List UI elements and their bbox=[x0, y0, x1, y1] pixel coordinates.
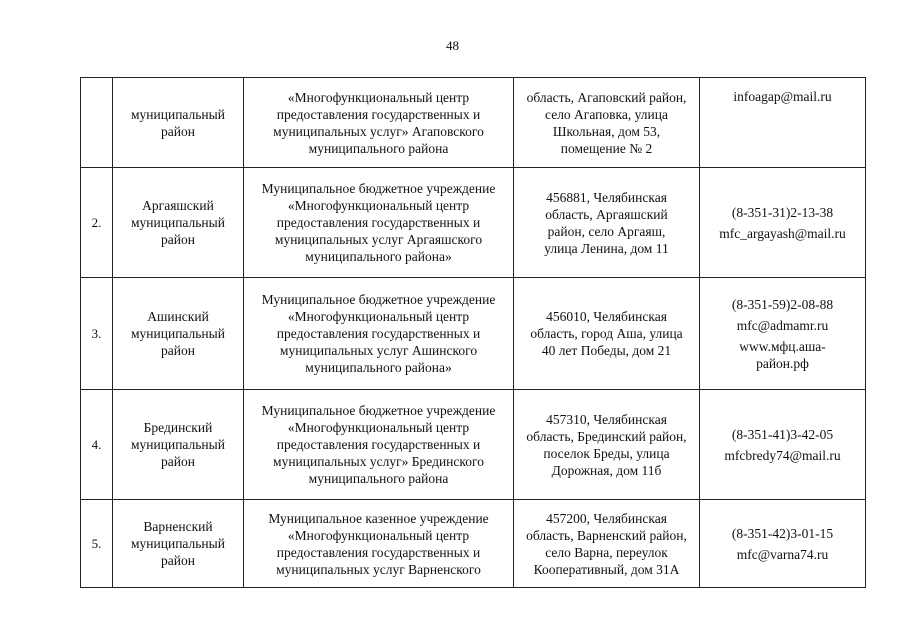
address-cell-line: Кооперативный, дом 31А bbox=[533, 561, 680, 577]
district-cell-line: муниципальный bbox=[131, 106, 225, 122]
contacts-cell-line: mfc_argayash@mail.ru bbox=[719, 225, 846, 241]
address-cell bbox=[514, 78, 700, 168]
contacts-cell-line: (8-351-41)3-42-05 bbox=[731, 426, 834, 442]
institution-cell-line: «Многофункциональный центр bbox=[287, 420, 470, 435]
contacts-cell-line: (8-351-42)3-01-15 bbox=[731, 525, 834, 541]
contacts-cell-line: (8-351-31)2-13-38 bbox=[731, 204, 834, 220]
district-cell-line: район bbox=[161, 553, 195, 568]
district-cell bbox=[113, 500, 244, 588]
address-cell-line: Дорожная, дом 11б bbox=[551, 462, 662, 478]
district-cell-line: район bbox=[161, 123, 195, 139]
contacts-cell-line: mfcbredy74@mail.ru bbox=[724, 447, 841, 463]
institution-cell bbox=[244, 500, 514, 588]
address-cell-line: село Варна, переулок bbox=[545, 544, 668, 560]
district-cell-line: муниципальный bbox=[131, 536, 225, 551]
district-cell-line: муниципальный bbox=[131, 326, 225, 341]
contacts-cell bbox=[700, 168, 866, 278]
table-row bbox=[81, 500, 866, 588]
district-cell bbox=[113, 168, 244, 278]
district-cell-line: муниципальный bbox=[131, 215, 225, 230]
institution-cell-line: «Многофункциональный центр bbox=[287, 198, 470, 213]
contacts-cell-line: infoagap@mail.ru bbox=[733, 89, 832, 104]
row-number bbox=[81, 78, 113, 168]
district-cell-line: Брединский bbox=[143, 420, 213, 435]
contacts-cell bbox=[700, 278, 866, 390]
row-number: 4. bbox=[81, 390, 113, 500]
institution-cell-line: муниципальных услуг Варненского bbox=[276, 561, 481, 577]
address-cell-line: 456881, Челябинская bbox=[546, 189, 667, 205]
address-cell-line: улица Ленина, дом 11 bbox=[544, 240, 669, 256]
institution-cell-line: муниципального района bbox=[308, 140, 449, 156]
table-row bbox=[81, 278, 866, 390]
institution-cell-line: муниципальных услуг» Агаповского bbox=[273, 123, 484, 139]
district-cell-line: район bbox=[161, 232, 195, 247]
contacts-cell bbox=[700, 390, 866, 500]
institution-cell-line: муниципальных услуг Ашинского bbox=[279, 343, 478, 358]
mfc-table bbox=[80, 77, 866, 588]
row-number: 2. bbox=[81, 168, 113, 278]
institution-cell bbox=[244, 168, 514, 278]
institution-cell-line: «Многофункциональный центр bbox=[287, 527, 470, 543]
contacts-cell bbox=[700, 500, 866, 588]
institution-cell-line: предоставления государственных и bbox=[276, 437, 481, 452]
institution-cell bbox=[244, 278, 514, 390]
address-cell bbox=[514, 168, 700, 278]
address-cell-line: 456010, Челябинская bbox=[546, 309, 667, 324]
institution-cell-line: муниципального района» bbox=[305, 249, 452, 264]
district-cell bbox=[113, 278, 244, 390]
contacts-cell-line: mfc@varna74.ru bbox=[736, 546, 829, 562]
institution-cell-line: муниципальных услуг» Брединского bbox=[273, 454, 484, 469]
district-cell-line: Варненский bbox=[143, 519, 213, 534]
institution-cell bbox=[244, 390, 514, 500]
address-cell-line: Школьная, дом 53, bbox=[552, 123, 661, 139]
address-cell bbox=[514, 278, 700, 390]
district-cell-line: Ашинский bbox=[147, 309, 209, 324]
institution-cell bbox=[244, 78, 514, 168]
address-cell-line: 40 лет Победы, дом 21 bbox=[541, 343, 672, 358]
contacts-cell-line: район.рф bbox=[756, 355, 809, 371]
contacts-cell bbox=[700, 78, 866, 168]
address-cell-line: поселок Бреды, улица bbox=[543, 445, 670, 461]
table-row bbox=[81, 78, 866, 168]
institution-cell-line: Муниципальное бюджетное учреждение bbox=[261, 181, 496, 196]
contacts-cell-line: mfc@admamr.ru bbox=[736, 317, 829, 333]
address-cell-line: область, Брединский район, bbox=[526, 428, 687, 444]
district-cell-line: Аргаяшский bbox=[142, 198, 214, 213]
institution-cell-line: «Многофункциональный центр bbox=[287, 89, 470, 105]
institution-cell-line: предоставления государственных и bbox=[276, 544, 481, 560]
institution-cell-line: предоставления государственных и bbox=[276, 106, 481, 122]
address-cell-line: село Агаповка, улица bbox=[545, 106, 668, 122]
institution-cell-line: Муниципальное бюджетное учреждение bbox=[261, 403, 496, 418]
institution-cell-line: муниципального района bbox=[308, 471, 449, 486]
address-cell-line: 457310, Челябинская bbox=[546, 411, 667, 427]
contacts-cell-line: www.мфц.аша- bbox=[739, 338, 826, 354]
district-cell-line: район bbox=[161, 454, 195, 469]
address-cell-line: 457200, Челябинская bbox=[546, 510, 667, 526]
address-cell-line: область, Варненский район, bbox=[526, 527, 687, 543]
district-cell-line: муниципальный bbox=[131, 437, 225, 452]
institution-cell-line: Муниципальное бюджетное учреждение bbox=[261, 292, 496, 307]
address-cell bbox=[514, 390, 700, 500]
contacts-cell-line: (8-351-59)2-08-88 bbox=[731, 296, 834, 312]
institution-cell-line: «Многофункциональный центр bbox=[287, 309, 470, 324]
page-number: 48 bbox=[446, 38, 459, 53]
address-cell-line: область, Аргаяшский bbox=[545, 206, 668, 222]
institution-cell-line: предоставления государственных и bbox=[276, 326, 481, 341]
district-cell bbox=[113, 390, 244, 500]
address-cell-line: область, Агаповский район, bbox=[526, 89, 687, 105]
institution-cell-line: предоставления государственных и bbox=[276, 215, 481, 230]
institution-cell-line: муниципального района» bbox=[305, 360, 452, 375]
district-cell bbox=[113, 78, 244, 168]
row-number: 5. bbox=[81, 500, 113, 588]
institution-cell-line: Муниципальное казенное учреждение bbox=[268, 510, 489, 526]
institution-cell-line: муниципальных услуг Аргаяшского bbox=[274, 232, 483, 247]
address-cell-line: область, город Аша, улица bbox=[530, 326, 683, 341]
table-row bbox=[81, 168, 866, 278]
district-cell-line: район bbox=[161, 343, 195, 358]
table-row bbox=[81, 390, 866, 500]
address-cell-line: район, село Аргаяш, bbox=[547, 223, 666, 239]
row-number: 3. bbox=[81, 278, 113, 390]
address-cell bbox=[514, 500, 700, 588]
address-cell-line: помещение № 2 bbox=[560, 140, 653, 156]
